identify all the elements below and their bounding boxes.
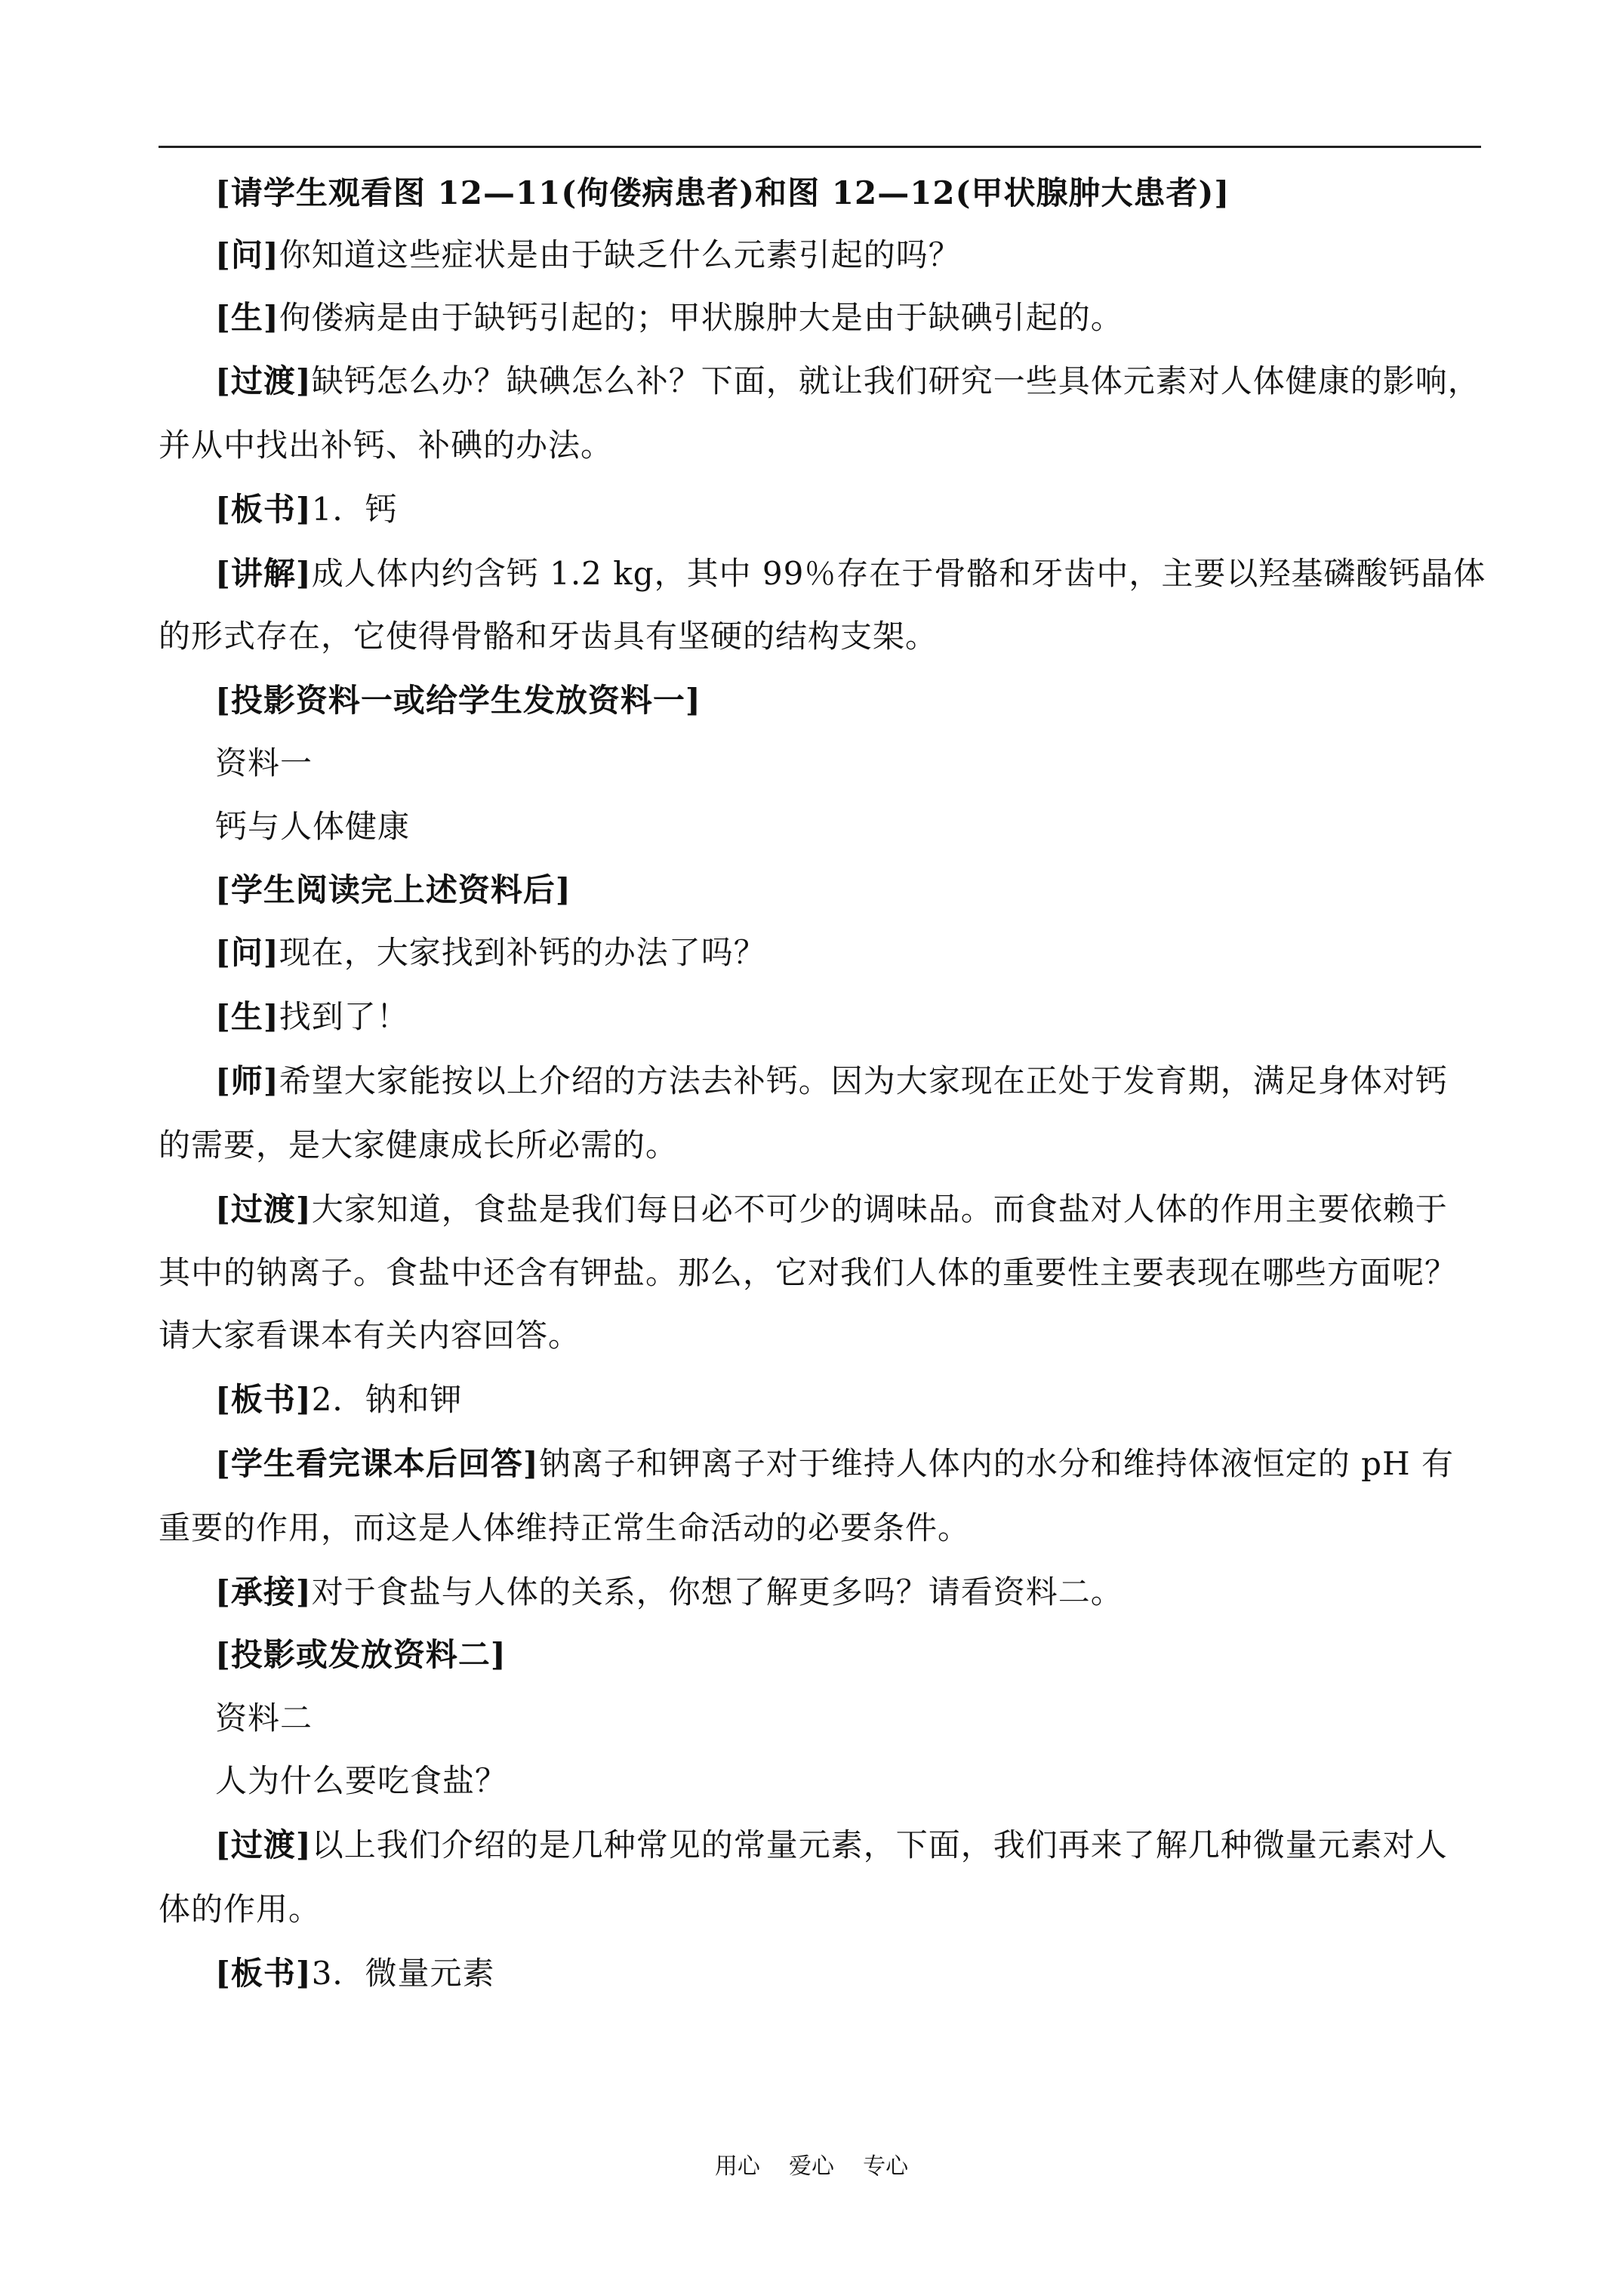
line-tag: [学生阅读完上述资料后] [215, 871, 571, 908]
line-text: 钙与人体健康 [215, 808, 411, 845]
line-tag: [讲解] [215, 555, 312, 592]
explanation-line [215, 553, 1486, 595]
material-title-line [215, 1760, 507, 1802]
header-rule [159, 146, 1481, 148]
line-text: 希望大家能按以上介绍的方法去补钙。因为大家现在正处于发育期，满足身体对钙 [279, 1062, 1448, 1099]
line-text: 体的作用。 [159, 1891, 322, 1928]
line-tag: [板书] [215, 1955, 312, 1992]
transition-line [215, 1188, 1448, 1231]
line-text: 重要的作用，而这是人体维持正常生命活动的必要条件。 [159, 1509, 971, 1546]
teacher-line [215, 1060, 1448, 1102]
question-line [215, 234, 961, 276]
board-note-line [215, 488, 397, 531]
material-label-line [215, 742, 313, 784]
line-tag: [师] [215, 1062, 279, 1099]
line-text: 大家知道，食盐是我们每日必不可少的调味品。而食盐对人体的作用主要依赖于 [311, 1191, 1448, 1228]
line-text: 的需要，是大家健康成长所必需的。 [159, 1126, 679, 1163]
continuation-line [159, 1124, 678, 1166]
line-text: 人为什么要吃食盐？ [215, 1762, 508, 1799]
line-text: 资料二 [215, 1700, 313, 1737]
line-text: 你知道这些症状是由于缺乏什么元素引起的吗？ [279, 236, 961, 273]
board-note-line [215, 1952, 494, 1995]
line-text: 2．钠和钾 [311, 1381, 463, 1418]
line-tag: [生] [215, 998, 279, 1035]
line-text: 钠离子和钾离子对于维持人体内的水分和维持体液恒定的 pH 有 [538, 1445, 1454, 1482]
line-tag: [投影资料一或给学生发放资料一] [215, 682, 701, 719]
line-text: 对于食盐与人体的关系，你想了解更多吗？请看资料二。 [311, 1573, 1123, 1610]
line-text: 缺钙怎么办？缺碘怎么补？下面，就让我们研究一些具体元素对人体健康的影响， [311, 362, 1480, 399]
material-label-line [215, 1697, 313, 1740]
continuation-line [159, 1888, 321, 1931]
connection-line [215, 1571, 1123, 1613]
question-line [215, 932, 766, 974]
stage-direction-line [215, 1634, 507, 1676]
line-text: 并从中找出补钙、补碘的办法。 [159, 427, 614, 464]
line-tag: [生] [215, 299, 279, 336]
line-tag: [投影或发放资料二] [215, 1636, 507, 1673]
line-text: 现在，大家找到补钙的办法了吗？ [279, 934, 766, 971]
stage-direction-line [215, 680, 701, 722]
continuation-line [159, 615, 938, 658]
continuation-line [159, 1314, 581, 1357]
line-tag: [过渡] [215, 1826, 312, 1863]
line-tag: [问] [215, 236, 279, 273]
stage-direction-line [215, 869, 571, 911]
page-footer: 用心 爱心 专心 [714, 2153, 909, 2180]
line-text: 请大家看课本有关内容回答。 [159, 1317, 581, 1354]
line-text: 成人体内约含钙 1.2 kg，其中 99％存在于骨骼和牙齿中，主要以羟基磷酸钙晶体 [311, 555, 1486, 592]
material-title-line [215, 806, 410, 848]
line-text: 其中的钠离子。食盐中还含有钾盐。那么，它对我们人体的重要性主要表现在哪些方面呢？ [159, 1254, 1458, 1291]
line-tag: [板书] [215, 491, 312, 528]
student-answer-line [215, 297, 1123, 339]
line-tag: [过渡] [215, 1191, 312, 1228]
line-tag: [过渡] [215, 362, 312, 399]
continuation-line [159, 424, 613, 467]
line-text: 佝偻病是由于缺钙引起的；甲状腺肿大是由于缺碘引起的。 [279, 299, 1123, 336]
line-text: 3．微量元素 [311, 1955, 495, 1992]
line-tag: [板书] [215, 1381, 312, 1418]
student-answer-line [215, 996, 409, 1038]
board-note-line [215, 1379, 462, 1421]
line-tag: [问] [215, 934, 279, 971]
line-tag: [请学生观看图 12—11(佝偻病患者)和图 12—12(甲状腺肿大患者)] [215, 174, 1230, 211]
continuation-line [159, 1507, 970, 1549]
line-tag: [承接] [215, 1573, 312, 1610]
transition-line [215, 1824, 1448, 1866]
continuation-line [159, 1252, 1457, 1294]
line-text: 资料一 [215, 744, 313, 781]
stage-direction-line [215, 172, 1230, 214]
transition-line [215, 360, 1480, 402]
line-text: 1．钙 [311, 491, 398, 528]
line-text: 以上我们介绍的是几种常见的常量元素，下面，我们再来了解几种微量元素对人 [311, 1826, 1448, 1863]
line-text: 的形式存在，它使得骨骼和牙齿具有坚硬的结构支架。 [159, 618, 938, 655]
student-answer-line [215, 1443, 1454, 1485]
line-tag: [学生看完课本后回答] [215, 1445, 539, 1482]
line-text: 找到了！ [279, 998, 409, 1035]
